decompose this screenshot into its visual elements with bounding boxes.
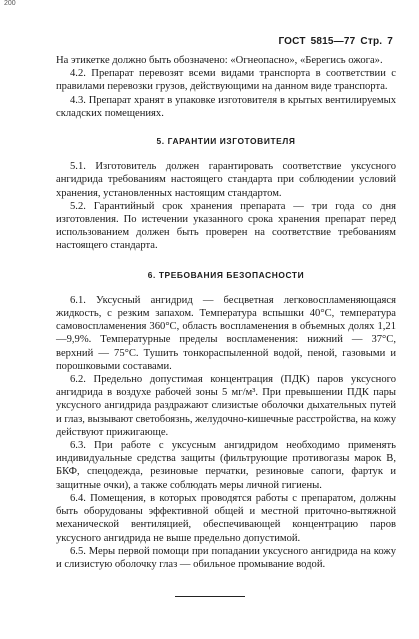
paragraph-6-2: 6.2. Предельно допустимая концентрация (ПДК) паров уксусного ангидрида в воздухе рабочей зоны 5 мг/м³. При превышении ПДК пары уксусного ангидрида раздражают слизистые оболочки дыхательных путей и глаз, вызывают светобоязнь, желудочно-кишечные расстройства, на кожу действуют прижигающе. <box>56 374 396 438</box>
paragraph-5-2: 5.2. Гарантийный срок хранения препарата — три года со дня изготовления. По истечении указанного срока хранения препарат перед использованием должен быть проверен на соответствие требованиям настоящего стандарта. <box>56 200 396 252</box>
standard-label: ГОСТ <box>278 36 306 47</box>
paragraph-4-3: 4.3. Препарат хранят в упаковке изготовителя в крытых вентилируемых складских помещениях. <box>56 94 396 119</box>
document-body <box>56 54 396 571</box>
page-header <box>273 36 393 47</box>
paragraph-6-4: 6.4. Помещения, в которых проводятся работы с препаратом, должны быть оборудованы эффективной общей и местной приточно-вытяжной механической вентиляцией, обеспечивающей концентрацию паров уксусного ангидрида не выше предельно допустимой. <box>56 492 396 544</box>
page-label: Стр. <box>360 36 383 47</box>
paragraph-4-2: 4.2. Препарат перевозят всеми видами транспорта в соответствии с правилами перевозки грузов, действующими на данном виде транспорта. <box>56 68 396 93</box>
paragraph-6-5: 6.5. Меры первой помощи при попадании уксусного ангидрида на кожу и слизистую оболочку глаз — обильное промывание водой. <box>56 545 396 570</box>
paragraph-6-3: 6.3. При работе с уксусным ангидридом необходимо применять индивидуальные средства защиты (фильтрующие противогазы марок В, БКФ, спецодежда, резиновые перчатки, резиновые сапоги, фартук и защитные очки), а также соблюдать меры личной гигиены. <box>56 440 396 491</box>
section-6-title: 6. ТРЕБОВАНИЯ БЕЗОПАСНОСТИ <box>147 269 305 280</box>
paragraph-6-1: 6.1. Уксусный ангидрид — бесцветная легковоспламеняющаяся жидкость, с резким запахом. Температура вспышки 40°С, температура самовоспламенения 360°С, область воспламенения в объемных долях 1,21—9,9%. Температурные пределы воспламенения: нижний — 37°С, верхний — 75°С. Тушить тонкораспыленной водой, пеной, газовыми и порошковыми составами. <box>56 294 396 372</box>
paragraph-5-1: 5.1. Изготовитель должен гарантировать соответствие уксусного ангидрида требованиям настоящего стандарта при соблюдении условий хранения, установленных настоящим стандартом. <box>56 161 396 199</box>
section-5-title: 5. ГАРАНТИИ ИЗГОТОВИТЕЛЯ <box>156 136 296 147</box>
standard-number: 5815—77 <box>310 36 356 47</box>
page-number: 7 <box>387 36 393 47</box>
footer-rule <box>175 596 245 597</box>
corner-mark: 200 <box>4 0 16 7</box>
paragraph-label-text: На этикетке должно быть обозначено: «Огнеопасно», «Берегись ожога». <box>56 55 383 66</box>
